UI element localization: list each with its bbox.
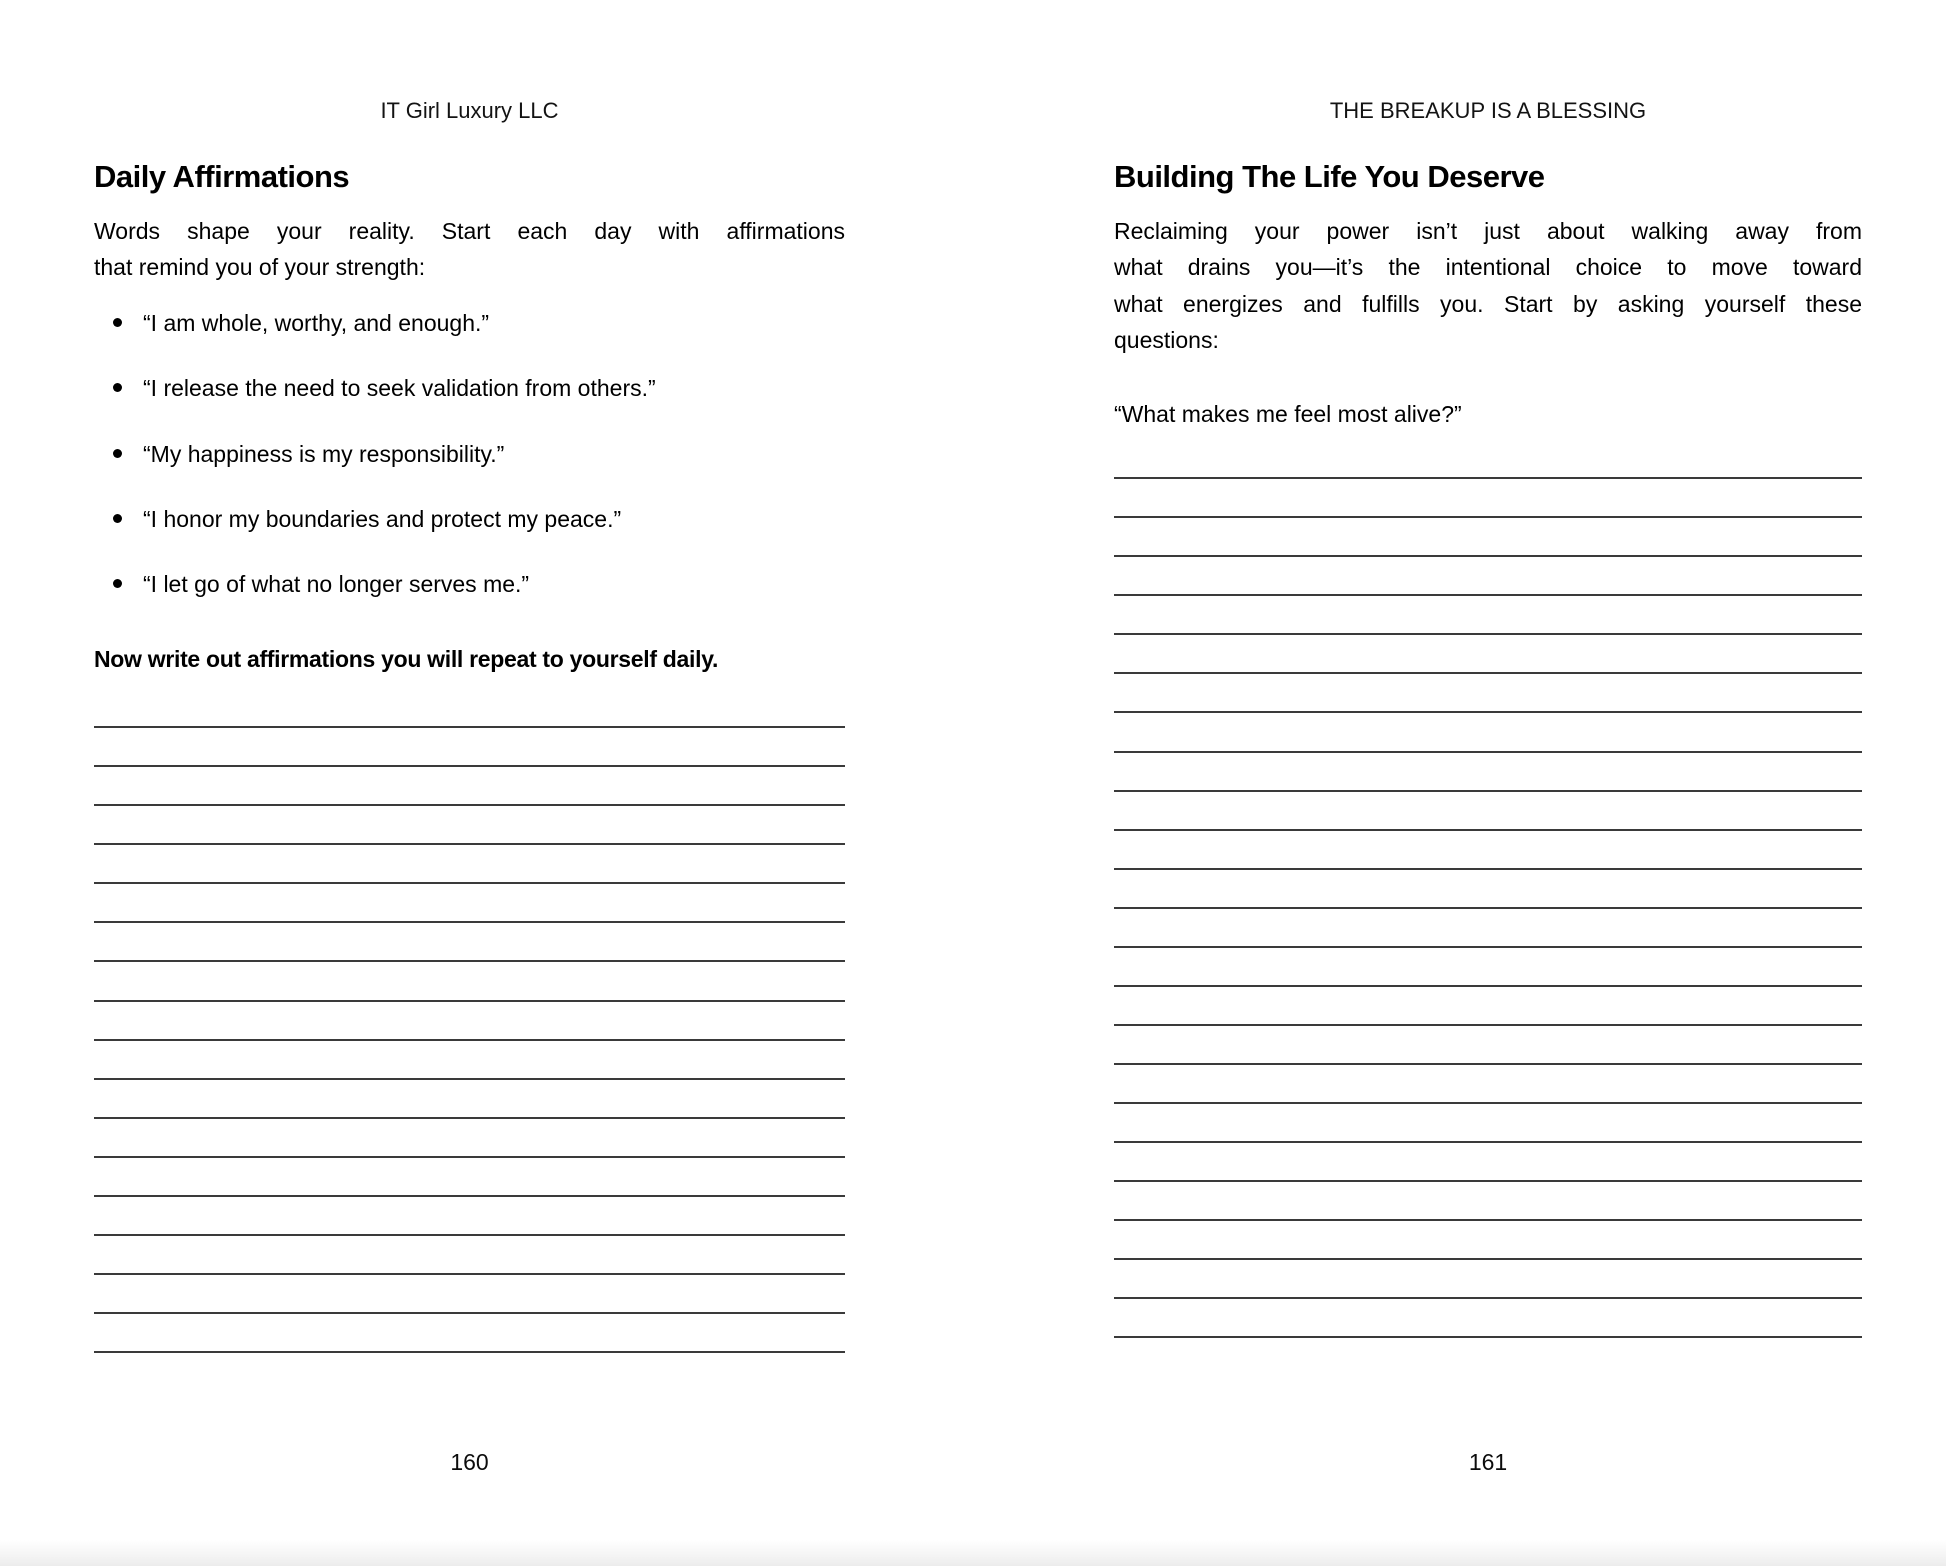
writing-line (1114, 1104, 1862, 1143)
writing-line (94, 1041, 845, 1080)
page-bottom-shadow (0, 1540, 1946, 1566)
running-header-right: THE BREAKUP IS A BLESSING (1329, 98, 1647, 123)
paragraph-line: that remind you of your strength: (94, 254, 426, 281)
writing-line (94, 1002, 845, 1041)
writing-line (1114, 831, 1862, 870)
writing-lines-right (1114, 440, 1862, 1338)
page-number-right: 161 (1468, 1449, 1508, 1475)
affirmation-text: “I honor my boundaries and protect my peace.” (143, 505, 622, 532)
page-right (1114, 0, 1862, 1566)
affirmations-list (94, 305, 845, 631)
affirmation-text: “My happiness is my responsibility.” (143, 440, 505, 467)
bullet-dot-icon (113, 449, 122, 458)
writing-line (1114, 987, 1862, 1026)
writing-line (94, 1197, 845, 1236)
writing-line (1114, 948, 1862, 987)
bullet-dot-icon (113, 514, 122, 523)
writing-line (1114, 1299, 1862, 1338)
writing-line (1114, 753, 1862, 792)
page-number-left: 160 (450, 1449, 489, 1475)
paragraph-line: what energizes and fulfills you. Start by asking yourself these (1114, 290, 1862, 317)
writing-line (1114, 713, 1862, 752)
writing-line (1114, 635, 1862, 674)
affirmation-item (94, 305, 845, 341)
affirmation-item (94, 436, 845, 472)
writing-line (1114, 1065, 1862, 1104)
section-heading-left: Daily Affirmations (94, 159, 350, 194)
writing-line (1114, 1260, 1862, 1299)
writing-line (94, 1158, 845, 1197)
paragraph-line: Reclaiming your power isn’t just about walking away from (1114, 218, 1862, 244)
section-heading-right: Building The Life You Deserve (1114, 159, 1545, 194)
writing-line (94, 884, 845, 923)
intro-paragraph-left (94, 213, 845, 286)
writing-prompt: Now write out affirmations you will repeat to yourself daily. (94, 646, 719, 672)
page-left (94, 0, 845, 1566)
affirmation-text: “I am whole, worthy, and enough.” (143, 310, 490, 336)
writing-line (1114, 792, 1862, 831)
writing-line (1114, 909, 1862, 948)
affirmation-item (94, 566, 845, 602)
writing-line (94, 1236, 845, 1275)
writing-line (1114, 479, 1862, 518)
bullet-dot-icon (113, 318, 122, 327)
paragraph-line: questions: (1114, 326, 1219, 353)
writing-line (94, 923, 845, 962)
intro-paragraph-right (1114, 213, 1862, 358)
writing-line (1114, 596, 1862, 635)
writing-line (94, 689, 845, 728)
writing-line (94, 1119, 845, 1158)
writing-line (94, 1314, 845, 1353)
paragraph-line: what drains you—it’s the intentional choice to move toward (1114, 254, 1862, 281)
writing-line (1114, 870, 1862, 909)
writing-line (1114, 518, 1862, 557)
writing-line (94, 962, 845, 1001)
writing-line (1114, 1182, 1862, 1221)
writing-line (1114, 1026, 1862, 1065)
affirmation-item (94, 370, 845, 406)
writing-line (94, 1080, 845, 1119)
writing-line (1114, 440, 1862, 479)
writing-line (1114, 674, 1862, 713)
bullet-dot-icon (113, 579, 122, 588)
writing-line (94, 806, 845, 845)
writing-line (1114, 1221, 1862, 1260)
writing-line (94, 1275, 845, 1314)
writing-lines-left (94, 689, 845, 1353)
affirmation-text: “I release the need to seek validation from others.” (143, 375, 656, 402)
paragraph-line: Words shape your reality. Start each day with affirmations (94, 218, 845, 244)
writing-line (94, 728, 845, 767)
running-header-left: IT Girl Luxury LLC (380, 98, 559, 123)
affirmation-item (94, 501, 845, 537)
writing-line (1114, 557, 1862, 596)
affirmation-text: “I let go of what no longer serves me.” (143, 571, 530, 598)
writing-line (94, 767, 845, 806)
writing-line (94, 845, 845, 884)
bullet-dot-icon (113, 383, 122, 392)
reflection-question: “What makes me feel most alive?” (1114, 401, 1462, 427)
writing-line (1114, 1143, 1862, 1182)
